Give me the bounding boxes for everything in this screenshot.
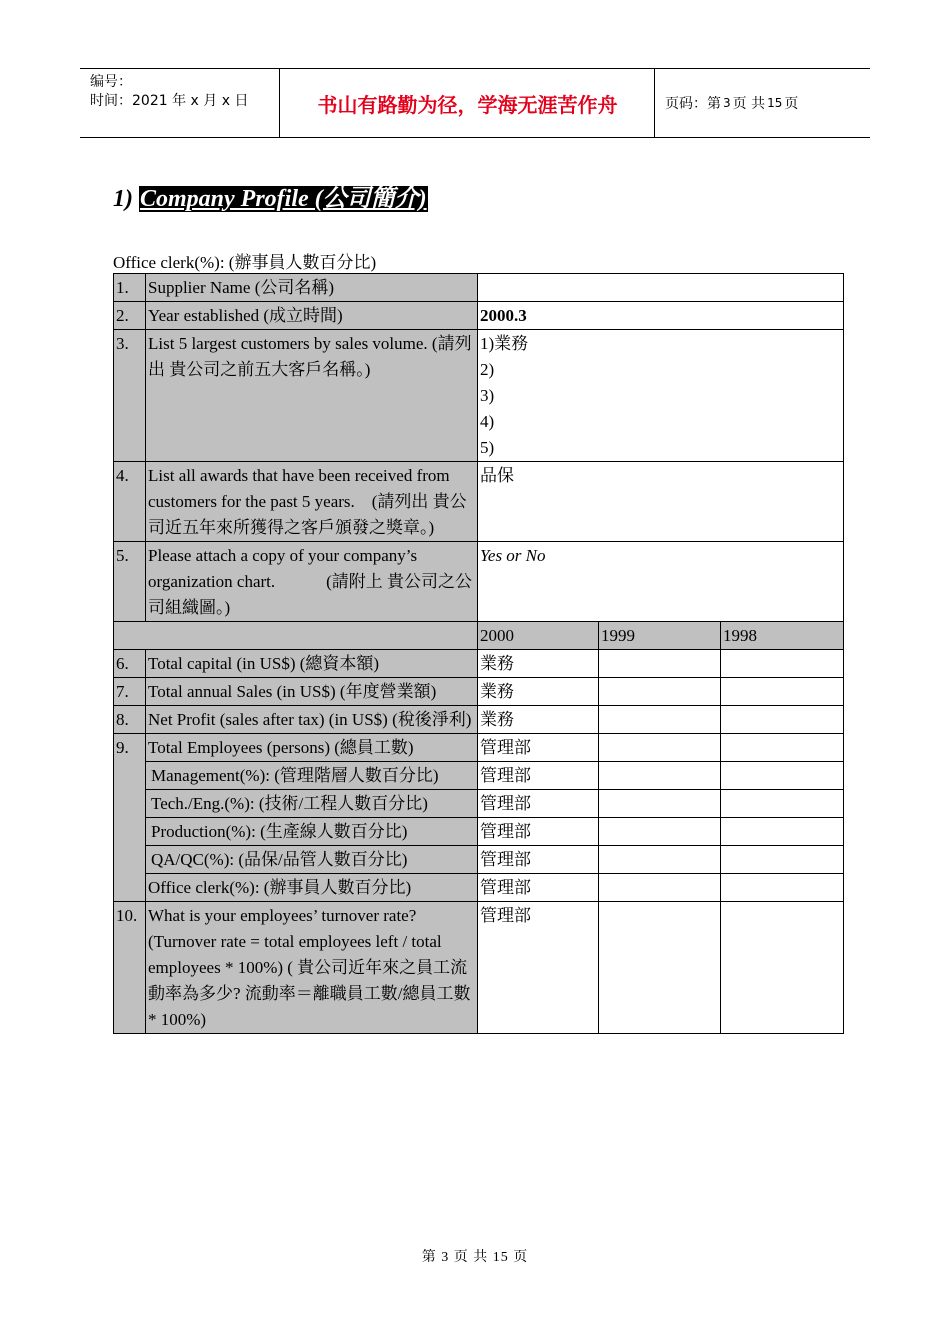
section-number: 1) [113,186,133,212]
page-current: 3 [723,96,731,110]
value-cell[interactable]: 管理部 [478,902,599,1034]
row-number: 7. [114,678,146,706]
answer-cell[interactable] [478,330,844,462]
value-cell[interactable]: 管理部 [478,762,599,790]
value-cell[interactable] [599,818,721,846]
row-label: QA/QC(%): (品保/品管人數百分比) [146,846,478,874]
table-row [114,790,844,818]
year-header: 2000 [478,622,599,650]
value-cell[interactable]: 業務 [478,678,599,706]
page-suffix: 页 [784,96,799,112]
header-meta [80,69,280,137]
value-cell[interactable] [599,902,721,1034]
value-cell[interactable]: 管理部 [478,790,599,818]
value-cell[interactable] [721,790,844,818]
value-cell[interactable]: 管理部 [478,874,599,902]
row-number: 5. [114,542,146,622]
customer-entry: 3) [480,386,495,405]
row-label: Office clerk(%): (辦事員人數百分比) [146,874,478,902]
row-number: 4. [114,462,146,542]
answer-cell[interactable] [478,274,844,302]
row-label: Production(%): (生產線人數百分比) [146,818,478,846]
document-date: 时间：2021 年 x 月 x 日 [90,93,249,109]
row-number: 9. [114,734,146,902]
table-row [114,330,844,462]
value-cell[interactable]: 管理部 [478,818,599,846]
page-footer: 第 3 页 共 15 页 [421,1250,529,1265]
section-heading [113,178,428,213]
row-label: Total annual Sales (in US$) (年度營業額) [146,678,478,706]
year-header: 1998 [721,622,844,650]
row-number: 3. [114,330,146,462]
page-header [80,68,870,138]
table-row [114,762,844,790]
table-row [114,902,844,1034]
answer-cell[interactable]: Yes or No [478,542,844,622]
row-label: Total capital (in US$) (總資本額) [146,650,478,678]
value-cell[interactable] [721,902,844,1034]
document-number-label: 编号： [90,74,132,90]
row-label: What is your employees’ turnover rate? (Turnover rate = total employees left / total employees * 100%) ( 貴公司近年來之員工流動率為多少? 流動率＝離職員工數/總員工數 * 100%) [146,902,478,1034]
customer-entry: 5) [480,438,495,457]
row-number: 1. [114,274,146,302]
table-row [114,706,844,734]
section-title: Company Profile (公司簡介) [140,186,427,212]
row-label: Supplier Name (公司名稱) [146,274,478,302]
value-cell[interactable] [599,678,721,706]
value-cell[interactable]: 業務 [478,650,599,678]
answer-cell[interactable]: 品保 [478,462,844,542]
value-cell[interactable] [721,678,844,706]
value-cell[interactable]: 管理部 [478,734,599,762]
row-label: Tech./Eng.(%): (技術/工程人數百分比) [146,790,478,818]
customer-entry: 2) [480,360,495,379]
table-row [114,462,844,542]
row-number: 6. [114,650,146,678]
value-cell[interactable] [599,762,721,790]
value-cell[interactable] [721,846,844,874]
value-cell[interactable] [721,818,844,846]
table-row [114,734,844,762]
answer-cell[interactable]: 2000.3 [478,302,844,330]
header-motto: 书山有路勤为径，学海无涯苦作舟 [281,69,655,137]
row-label: Year established (成立時間) [146,302,478,330]
table-row [114,274,844,302]
page-mid: 页 共 [732,96,766,112]
value-cell[interactable] [721,734,844,762]
value-cell[interactable] [721,706,844,734]
value-cell[interactable] [599,790,721,818]
row-label: Management(%): (管理階層人數百分比) [146,762,478,790]
row-number: 10. [114,902,146,1034]
table-row [114,650,844,678]
table-row [114,846,844,874]
value-cell[interactable]: 業務 [478,706,599,734]
customer-entry: 4) [480,412,495,431]
value-cell[interactable] [599,874,721,902]
page-total: 15 [767,96,783,110]
row-number: 8. [114,706,146,734]
row-label: List 5 largest customers by sales volume. (請列出 貴公司之前五大客戶名稱。) [146,330,478,462]
page-prefix: 页码：第 [665,96,721,112]
table-row [114,874,844,902]
header-page-indicator [655,69,870,137]
row-label: Net Profit (sales after tax) (in US$) (稅後淨利) [146,706,478,734]
table-caption-line: Office clerk(%): (辦事員人數百分比) [113,253,377,272]
table-row [114,542,844,622]
blank-header-cell [114,622,478,650]
company-profile-table [113,273,844,1034]
value-cell[interactable] [721,874,844,902]
table-row [114,302,844,330]
value-cell[interactable] [599,706,721,734]
value-cell[interactable] [599,734,721,762]
value-cell[interactable] [721,650,844,678]
value-cell[interactable] [599,650,721,678]
value-cell[interactable] [599,846,721,874]
row-label: Total Employees (persons) (總員工數) [146,734,478,762]
year-header-row [114,622,844,650]
customer-entry: 1)業務 [480,334,529,353]
value-cell[interactable] [721,762,844,790]
table-row [114,678,844,706]
value-cell[interactable]: 管理部 [478,846,599,874]
row-label: Please attach a copy of your company’s organization chart. (請附上 貴公司之公司組織圖。) [146,542,478,622]
table-row [114,818,844,846]
row-number: 2. [114,302,146,330]
year-header: 1999 [599,622,721,650]
row-label: List all awards that have been received from customers for the past 5 years. (請列出 貴公司近五年來所獲得之客戶頒發之獎章。) [146,462,478,542]
